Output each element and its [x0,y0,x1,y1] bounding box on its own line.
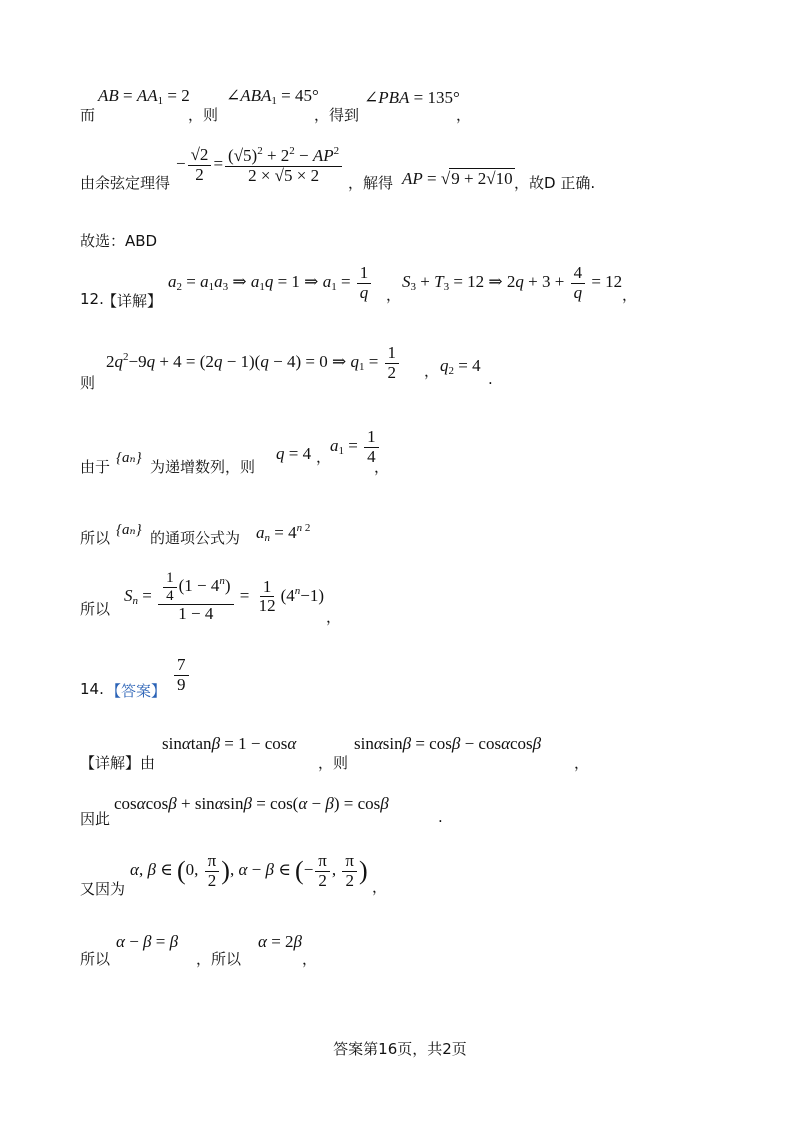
text-comma-4: ， [316,448,332,466]
text-comma-3: ， [424,362,440,380]
seq-an-2: {aₙ} [116,522,142,538]
text-cosine-law: 由余弦定理得 [80,174,171,192]
formula-quadratic: $2q^2-9q + 4 = (2q - 1)(q - 4) = 0$ ⇒ $q_1$ = $\frac{1}{2}$ [106,344,401,382]
formula-ab-aa1: AB = $AA_1 = 2$ [98,86,190,107]
text-suoyi-2: 所以 [80,600,111,618]
text-youyinwei: 又因为 [80,880,126,898]
text-ze-3: ，则 [318,754,349,772]
seq-an: {aₙ} [116,450,142,466]
formula-angle-aba1: $\angle ABA_1 = 45^\circ$ [226,86,319,107]
answer-value: $\frac{7}{9}$ [172,656,191,694]
text-d-correct: ，故D 正确. [514,174,596,192]
text-suoyi-4: ，所以 [196,950,242,968]
text-ze: ，则 [188,106,219,124]
text-er: 而 [80,106,96,124]
formula-angle-pba: ∠PBA = 135° [364,88,460,107]
answer-choice: 故选：ABD [80,232,158,250]
text-comma-7: ， [574,754,590,772]
text-suoyi-1: 所以 [80,529,111,547]
formula-sn: $S_n$ = $\frac{1}{4}$ $(1 - 4^n)$ 1 − 4 = $\frac{1}{12}$ $(4^n-1)$ [124,570,325,623]
formula-alpha-2beta: α = 2β [258,932,302,951]
text-general-term: 的通项公式为 [150,529,241,547]
page-footer: 答案第16页，共2页 [333,1040,467,1058]
formula-ap: AP = √9 + 2√10 [402,169,513,188]
formula-a2-a1a3: $a_2 = a_1a_3$ ⇒ $a_1q = 1$ ⇒ $a_1$ = $\frac{1}{q}$ [168,264,373,302]
formula-q2: $q_2 = 4$ [440,356,481,377]
text-comma-5: ， [374,458,390,476]
text-period: . [488,370,493,388]
detail-tag: 【详解】 [102,292,163,310]
text-yinci: 因此 [80,810,111,828]
formula-alpha-beta-range: α, β ∈ (0, $\frac{\pi}{2}$ ), α − β ∈ (− $\frac{\pi}{2}$ , $\frac{\pi}{2}$ ) [130,851,368,890]
text-ze-2: 则 [80,374,96,392]
text-suoyi-3: 所以 [80,950,111,968]
text-dedao: ，得到 [314,106,360,124]
text-comma-6: ， [326,608,342,626]
formula-sin-tan: sinαtanβ = 1 − cosα [162,734,297,753]
text-comma: ， [456,106,472,124]
text-comma-1: ， [386,286,402,304]
text-comma-8: ， [372,878,388,896]
text-increasing: 为递增数列，则 [150,458,256,476]
formula-sin-sin: sinαsinβ = cosβ − cosαcosβ [354,734,542,753]
problem-number-12: 12. [80,290,104,308]
formula-a1-quarter: $a_1$ = $\frac{1}{4}$ [330,428,381,466]
text-comma-2: ， [622,286,638,304]
text-jiede: ，解得 [348,174,394,192]
formula-cos-diff: cosαcosβ + sinαsinβ = cos(α − β) = cosβ [114,794,389,813]
problem-number-14: 14. [80,680,104,698]
text-youyu: 由于 [80,458,111,476]
formula-an: $a_n = 4^{n 2}$ [256,522,311,544]
answer-tag: 【答案】 [106,682,167,700]
formula-alpha-minus-beta: α − β = β [116,932,179,951]
formula-q4: q = 4 [276,444,312,463]
detail-tag-2: 【详解】由 [80,754,156,772]
text-period-2: . [438,808,443,826]
formula-cosine-law: − $\frac{√2}{2}$ = $\frac{(√5)^2 + 2^2 - AP^2}{2 \times √5 \times 2}$ [176,145,344,185]
formula-s3-t3: $S_3 + T_3 = 12$ ⇒ 2q + 3 + $\frac{4}{q}$ = 12 [402,263,623,302]
text-comma-9: ， [302,950,318,968]
